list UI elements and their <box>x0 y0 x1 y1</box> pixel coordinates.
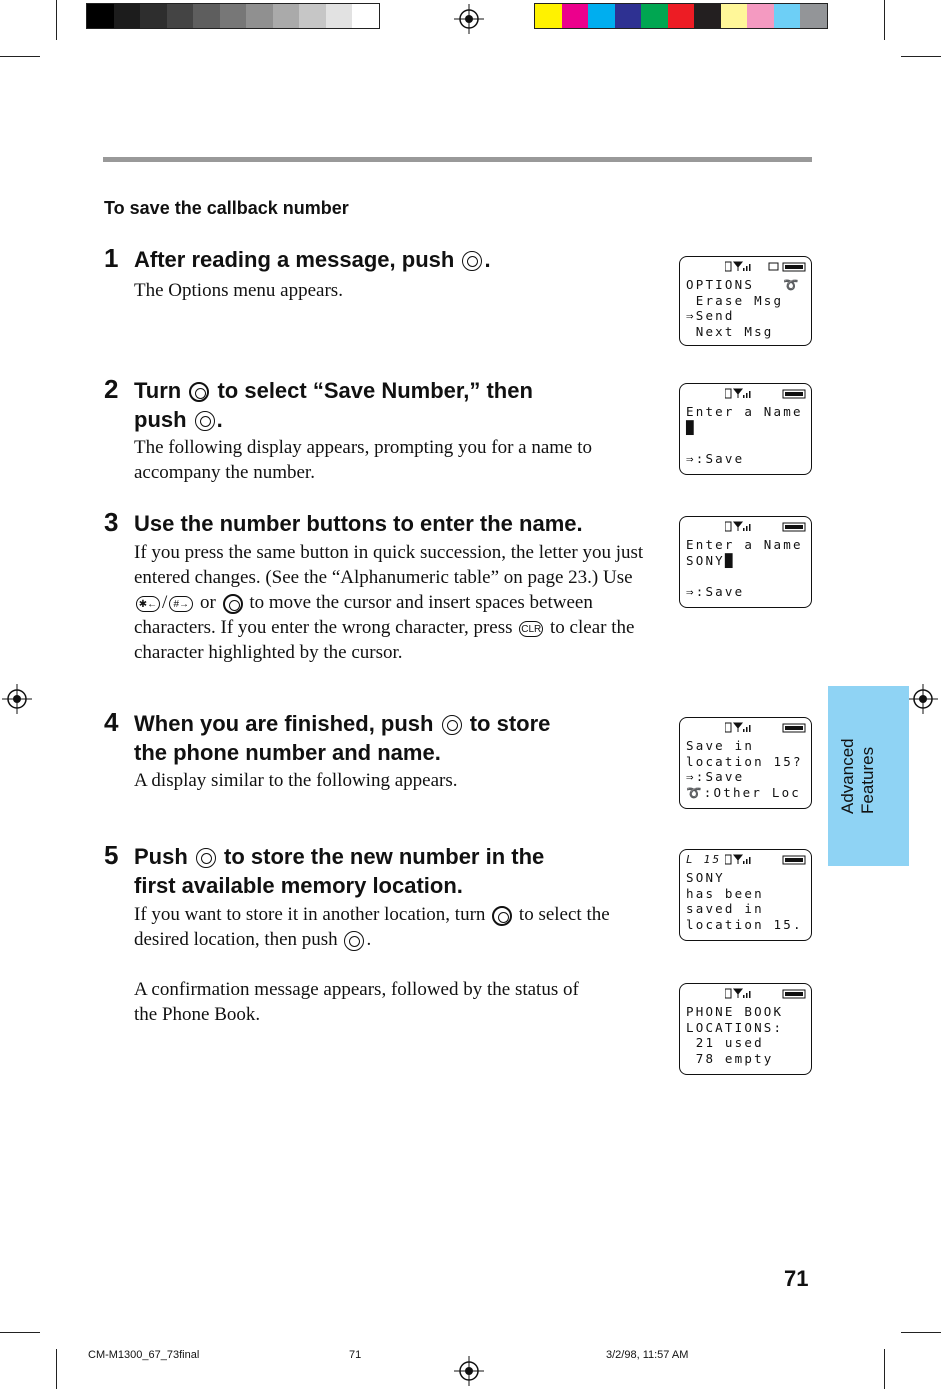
jog-push-icon <box>462 251 482 271</box>
tab-label: Advanced <box>838 738 857 814</box>
lcd-line: OPTIONS ➰ <box>686 277 802 292</box>
registration-mark-icon <box>454 4 484 34</box>
color-swatch <box>167 4 194 28</box>
step-body-text: to move the cursor and insert spaces between characters. If you enter the wrong character, press <box>134 592 593 638</box>
step-body <box>134 902 634 952</box>
lcd-display <box>679 717 812 809</box>
jog-push-icon <box>442 715 462 735</box>
section-tab <box>828 686 909 866</box>
step-title-text: to select “Save Number,” then <box>211 378 533 403</box>
color-swatch <box>273 4 300 28</box>
step-body-text: If you press the same button in quick succession, the letter you just entered changes. (See the “Alphanumeric table” on page 23.) Use <box>134 542 644 588</box>
crop-mark <box>901 56 941 57</box>
crop-mark <box>901 1332 941 1333</box>
jog-dial-icon <box>223 594 243 614</box>
step-body-text: or <box>195 592 221 613</box>
lcd-status-icons <box>725 387 805 399</box>
lcd-line: location 15. <box>686 916 803 932</box>
lcd-line: Save in <box>686 738 755 753</box>
lcd-line: location 15? <box>686 753 803 769</box>
color-swatch <box>220 4 247 28</box>
lcd-status-icons <box>725 520 805 532</box>
process-color-bar <box>534 3 828 29</box>
step-body: The following display appears, prompting you for a name to accompany the number. <box>134 437 593 483</box>
section-heading: To save the callback number <box>104 198 349 218</box>
lcd-location-badge: L 15 <box>686 853 722 866</box>
color-swatch <box>140 4 167 28</box>
step-title-text: first available memory location. <box>134 873 463 898</box>
crop-mark <box>0 56 40 57</box>
grayscale-color-bar <box>86 3 380 29</box>
color-swatch <box>535 4 562 28</box>
step-title-text: to store <box>463 711 551 736</box>
step-title-text: When you are finished, push <box>134 711 440 736</box>
crop-mark <box>0 1332 40 1333</box>
step-body-text: to select the desired location, then push <box>134 904 610 950</box>
lcd-display <box>679 849 812 941</box>
step-number: 4 <box>104 707 119 737</box>
registration-mark-icon <box>454 1356 484 1386</box>
lcd-line: ⇒Send <box>686 308 735 323</box>
color-swatch <box>641 4 668 28</box>
crop-mark <box>56 1349 57 1389</box>
step-number: 3 <box>104 507 119 537</box>
lcd-status-icons <box>725 260 805 272</box>
color-swatch <box>193 4 220 28</box>
lcd-line: ⇒:Save <box>686 450 745 466</box>
crop-mark <box>56 0 57 40</box>
color-swatch <box>721 4 748 28</box>
color-swatch <box>694 4 721 28</box>
lcd-display <box>679 983 812 1075</box>
step-title-text: the phone number and name. <box>134 740 441 765</box>
jog-push-icon <box>195 411 215 431</box>
lcd-line: Enter a Name <box>686 537 803 552</box>
step-title <box>134 245 491 274</box>
color-swatch <box>668 4 695 28</box>
lcd-line: ⇒:Save <box>686 583 745 599</box>
clr-key-icon: CLR <box>519 621 543 637</box>
footer-filename: CM-M1300_67_73final <box>88 1349 200 1361</box>
step-title-text: . <box>216 407 223 432</box>
step-title-text: Push <box>134 844 194 869</box>
lcd-line: ➰:Other Loc <box>686 784 802 800</box>
step-title: Use the number buttons to enter the name. <box>134 511 583 536</box>
lcd-line: has been <box>686 885 764 901</box>
step-body: The Options menu appears. <box>134 280 343 301</box>
crop-mark <box>884 1349 885 1389</box>
step-title-text: After reading a message, push <box>134 247 461 272</box>
lcd-line: 21 used <box>686 1035 764 1050</box>
jog-dial-icon <box>492 906 512 926</box>
footer-date: 3/2/98, 11:57 AM <box>606 1349 689 1361</box>
jog-dial-icon <box>189 382 209 402</box>
hash-key-icon: #→ <box>169 596 193 612</box>
step-body-text: . <box>366 929 372 950</box>
step-title-text: push <box>134 407 193 432</box>
color-swatch <box>562 4 589 28</box>
lcd-line: █ <box>686 419 696 435</box>
step-title <box>134 376 634 434</box>
step-body: A confirmation message appears, followed by the status of the Phone Book. <box>134 979 579 1025</box>
step-body <box>134 540 650 665</box>
step-number: 1 <box>104 243 119 273</box>
lcd-status-icons <box>725 721 805 733</box>
step-number: 2 <box>104 374 119 404</box>
color-swatch <box>246 4 273 28</box>
step-number: 5 <box>104 840 119 870</box>
lcd-status-icons <box>725 853 805 865</box>
jog-push-icon <box>344 931 364 951</box>
header-rule <box>103 157 812 162</box>
registration-mark-icon <box>2 684 32 714</box>
color-swatch <box>299 4 326 28</box>
color-swatch <box>747 4 774 28</box>
lcd-line: SONY <box>686 870 725 885</box>
lcd-status-icons <box>725 987 805 999</box>
lcd-line: ⇒:Save <box>686 769 745 784</box>
tab-label: Features <box>858 746 877 814</box>
step-title-text: Turn <box>134 378 188 403</box>
color-swatch <box>352 4 379 28</box>
lcd-line: 78 empty <box>686 1050 774 1066</box>
lcd-line: SONY█ <box>686 552 735 568</box>
page-number: 71 <box>784 1266 809 1291</box>
color-swatch <box>114 4 141 28</box>
step-body-text: / <box>162 592 168 613</box>
step-body: A display similar to the following appears. <box>134 770 458 791</box>
step-body-text: If you want to store it in another location, turn <box>134 904 491 925</box>
lcd-display <box>679 383 812 475</box>
step-title-text: . <box>484 247 491 272</box>
step-body-text: to clear the character highlighted by the cursor. <box>134 617 635 663</box>
color-swatch <box>615 4 642 28</box>
color-swatch <box>774 4 801 28</box>
jog-push-icon <box>196 848 216 868</box>
lcd-line: saved in <box>686 901 764 916</box>
color-swatch <box>800 4 827 28</box>
lcd-line: Erase Msg <box>686 292 784 308</box>
lcd-display <box>679 256 812 346</box>
color-swatch <box>326 4 353 28</box>
lcd-line: Enter a Name <box>686 404 803 419</box>
lcd-line: Next Msg <box>686 323 774 339</box>
registration-mark-icon <box>908 684 938 714</box>
lcd-line: PHONE BOOK <box>686 1004 784 1019</box>
star-key-icon: ✱← <box>136 596 160 612</box>
step-title <box>134 842 654 900</box>
color-swatch <box>588 4 615 28</box>
step-title-text: to store the new number in the <box>217 844 545 869</box>
step-title <box>134 709 654 767</box>
crop-mark <box>884 0 885 40</box>
lcd-display <box>679 516 812 608</box>
color-swatch <box>87 4 114 28</box>
footer-page: 71 <box>349 1349 362 1361</box>
lcd-line: LOCATIONS: <box>686 1019 784 1035</box>
